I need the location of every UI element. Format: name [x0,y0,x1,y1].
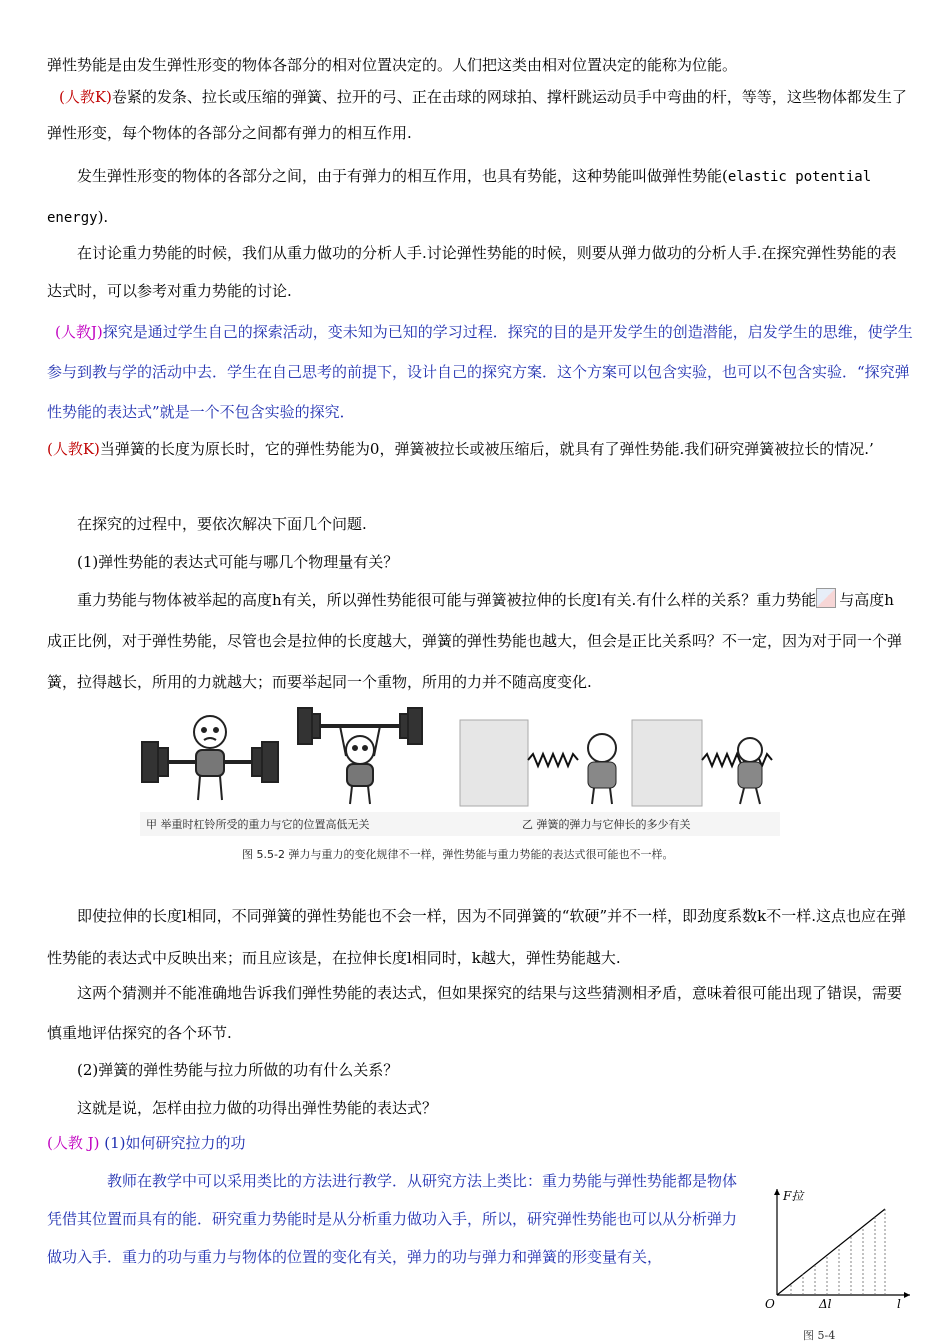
paragraph-11: 这两个猜测并不能准确地告诉我们弹性势能的表达式，但如果探究的结果与这些猜测相矛盾，意味着很可能出现了错误，需要慎重地评估探究的各个环节. [47,984,903,1042]
graph-origin: O [765,1297,775,1311]
paragraph-14-text: (1)如何研究拉力的功 [104,1134,246,1152]
broken-image-icon [816,588,836,608]
paragraph-3-text: 发生弹性形变的物体的各部分之间，由于有弹力的相互作用，也具有势能，这种势能叫做弹性势能( [77,167,728,185]
tag-renjiao-k: (人教K) [59,88,112,106]
graph-caption: 图 5-4 [803,1329,836,1342]
paragraph-13: 这就是说，怎样由拉力做的功得出弹性势能的表达式？ [77,1099,438,1117]
paragraph-2-text: 卷紧的发条、拉长或压缩的弹簧、拉开的弓、正在击球的网球拍、撑杆跳运动员手中弯曲的杆，等等，这些物体都发生了弹性形变，每个物体的各部分之间都有弹力的相互作用. [47,88,907,142]
figure-caption-right: 乙 弹簧的弹力与它伸长的多少有关 [522,818,691,831]
paragraph-7: 在探究的过程中，要依次解决下面几个问题. [77,515,367,533]
paragraph-6-text: 当弹簧的长度为原长时，它的弹性势能为0，弹簧被拉长或被压缩后，就具有了弹性势能.我们研究弹簧被拉长的情况.’ [99,440,874,458]
figure-caption: 图 5.5-2 弹力与重力的变化规律不一样，弹性势能与重力势能的表达式很可能也不一样。 [242,848,674,861]
term-elastic-pe: elastic potential energy [47,169,872,226]
paragraph-6 [47,430,907,468]
paragraph-9 [47,580,907,703]
paragraph-3-end: ). [97,208,109,226]
paragraph-10: 即使拉伸的长度l相同，不同弹簧的弹性势能也不会一样，因为不同弹簧的“软硬”并不一样，即劲度系数k不一样.这点也应在弹性势能的表达式中反映出来；而且应该是，在拉伸长度l相同时，k越大，弹性势能越大. [47,907,906,967]
figure-caption-left: 甲 举重时杠铃所受的重力与它的位置高低无关 [146,818,370,831]
paragraph-15: 教师在教学中可以采用类比的方法进行教学．从研究方法上类比：重力势能与弹性势能都是物体凭借其位置而具有的能．研究重力势能时是从分析重力做功入手，所以，研究弹性势能也可以从分析弹力做功入手．重力的功与重力与物体的位置的变化有关，弹力的功与弹力和弹簧的形变量有关， [47,1172,738,1266]
figure-illustration [140,700,780,870]
paragraph-1: 弹性势能是由发生弹性形变的物体各部分的相对位置决定的。人们把这类由相对位置决定的能称为位能。 [47,56,738,74]
paragraph-12: (2)弹簧的弹性势能与拉力所做的功有什么关系？ [77,1061,399,1079]
paragraph-5 [47,312,917,432]
graph-svg [755,1185,915,1315]
paragraph-2 [47,79,907,151]
paragraph-9-text-a: 重力势能与物体被举起的高度h有关，所以弹性势能很可能与弹簧被拉伸的长度l有关.有什么样的关系？重力势能 [77,591,817,609]
tag-renjiao-j-2: (人教 J) [47,1134,100,1152]
graph-y-label: F拉 [783,1189,804,1203]
force-extension-graph [755,1185,915,1315]
tag-renjiao-k-2: (人教K) [47,440,100,458]
paragraph-9-text-b: 与高度h成正比例，对于弹性势能，尽管也会是拉伸的长度越大，弹簧的弹性势能也越大，但会是正比关系吗？不一定，因为对于同一个弹簧，拉得越长，所用的力就越大；而要举起同一个重物，所用的力并不随高度变化. [47,591,903,691]
paragraph-8: (1)弹性势能的表达式可能与哪几个物理量有关？ [77,553,399,571]
paragraph-4: 在讨论重力势能的时候，我们从重力做功的分析人手.讨论弹性势能的时候，则要从弹力做功的分析人手.在探究弹性势能的表达式时，可以参考对重力势能的讨论. [47,244,897,300]
figure-5-5-2 [140,700,780,870]
graph-delta-l: Δl [819,1297,832,1311]
graph-x-label: l [897,1297,901,1311]
paragraph-14 [47,1124,907,1162]
paragraph-5-text: 探究是通过学生自己的探索活动，变未知为已知的学习过程．探究的目的是开发学生的创造潜能，启发学生的思维，使学生参与到教与学的活动中去．学生在自己思考的前提下，设计自己的探究方案．这个方案可以包含实验，也可以不包含实验．“探究弹性势能的表达式”就是一个不包含实验的探究． [47,323,913,421]
tag-renjiao-j: (人教J) [55,323,103,341]
paragraph-3 [47,156,907,238]
